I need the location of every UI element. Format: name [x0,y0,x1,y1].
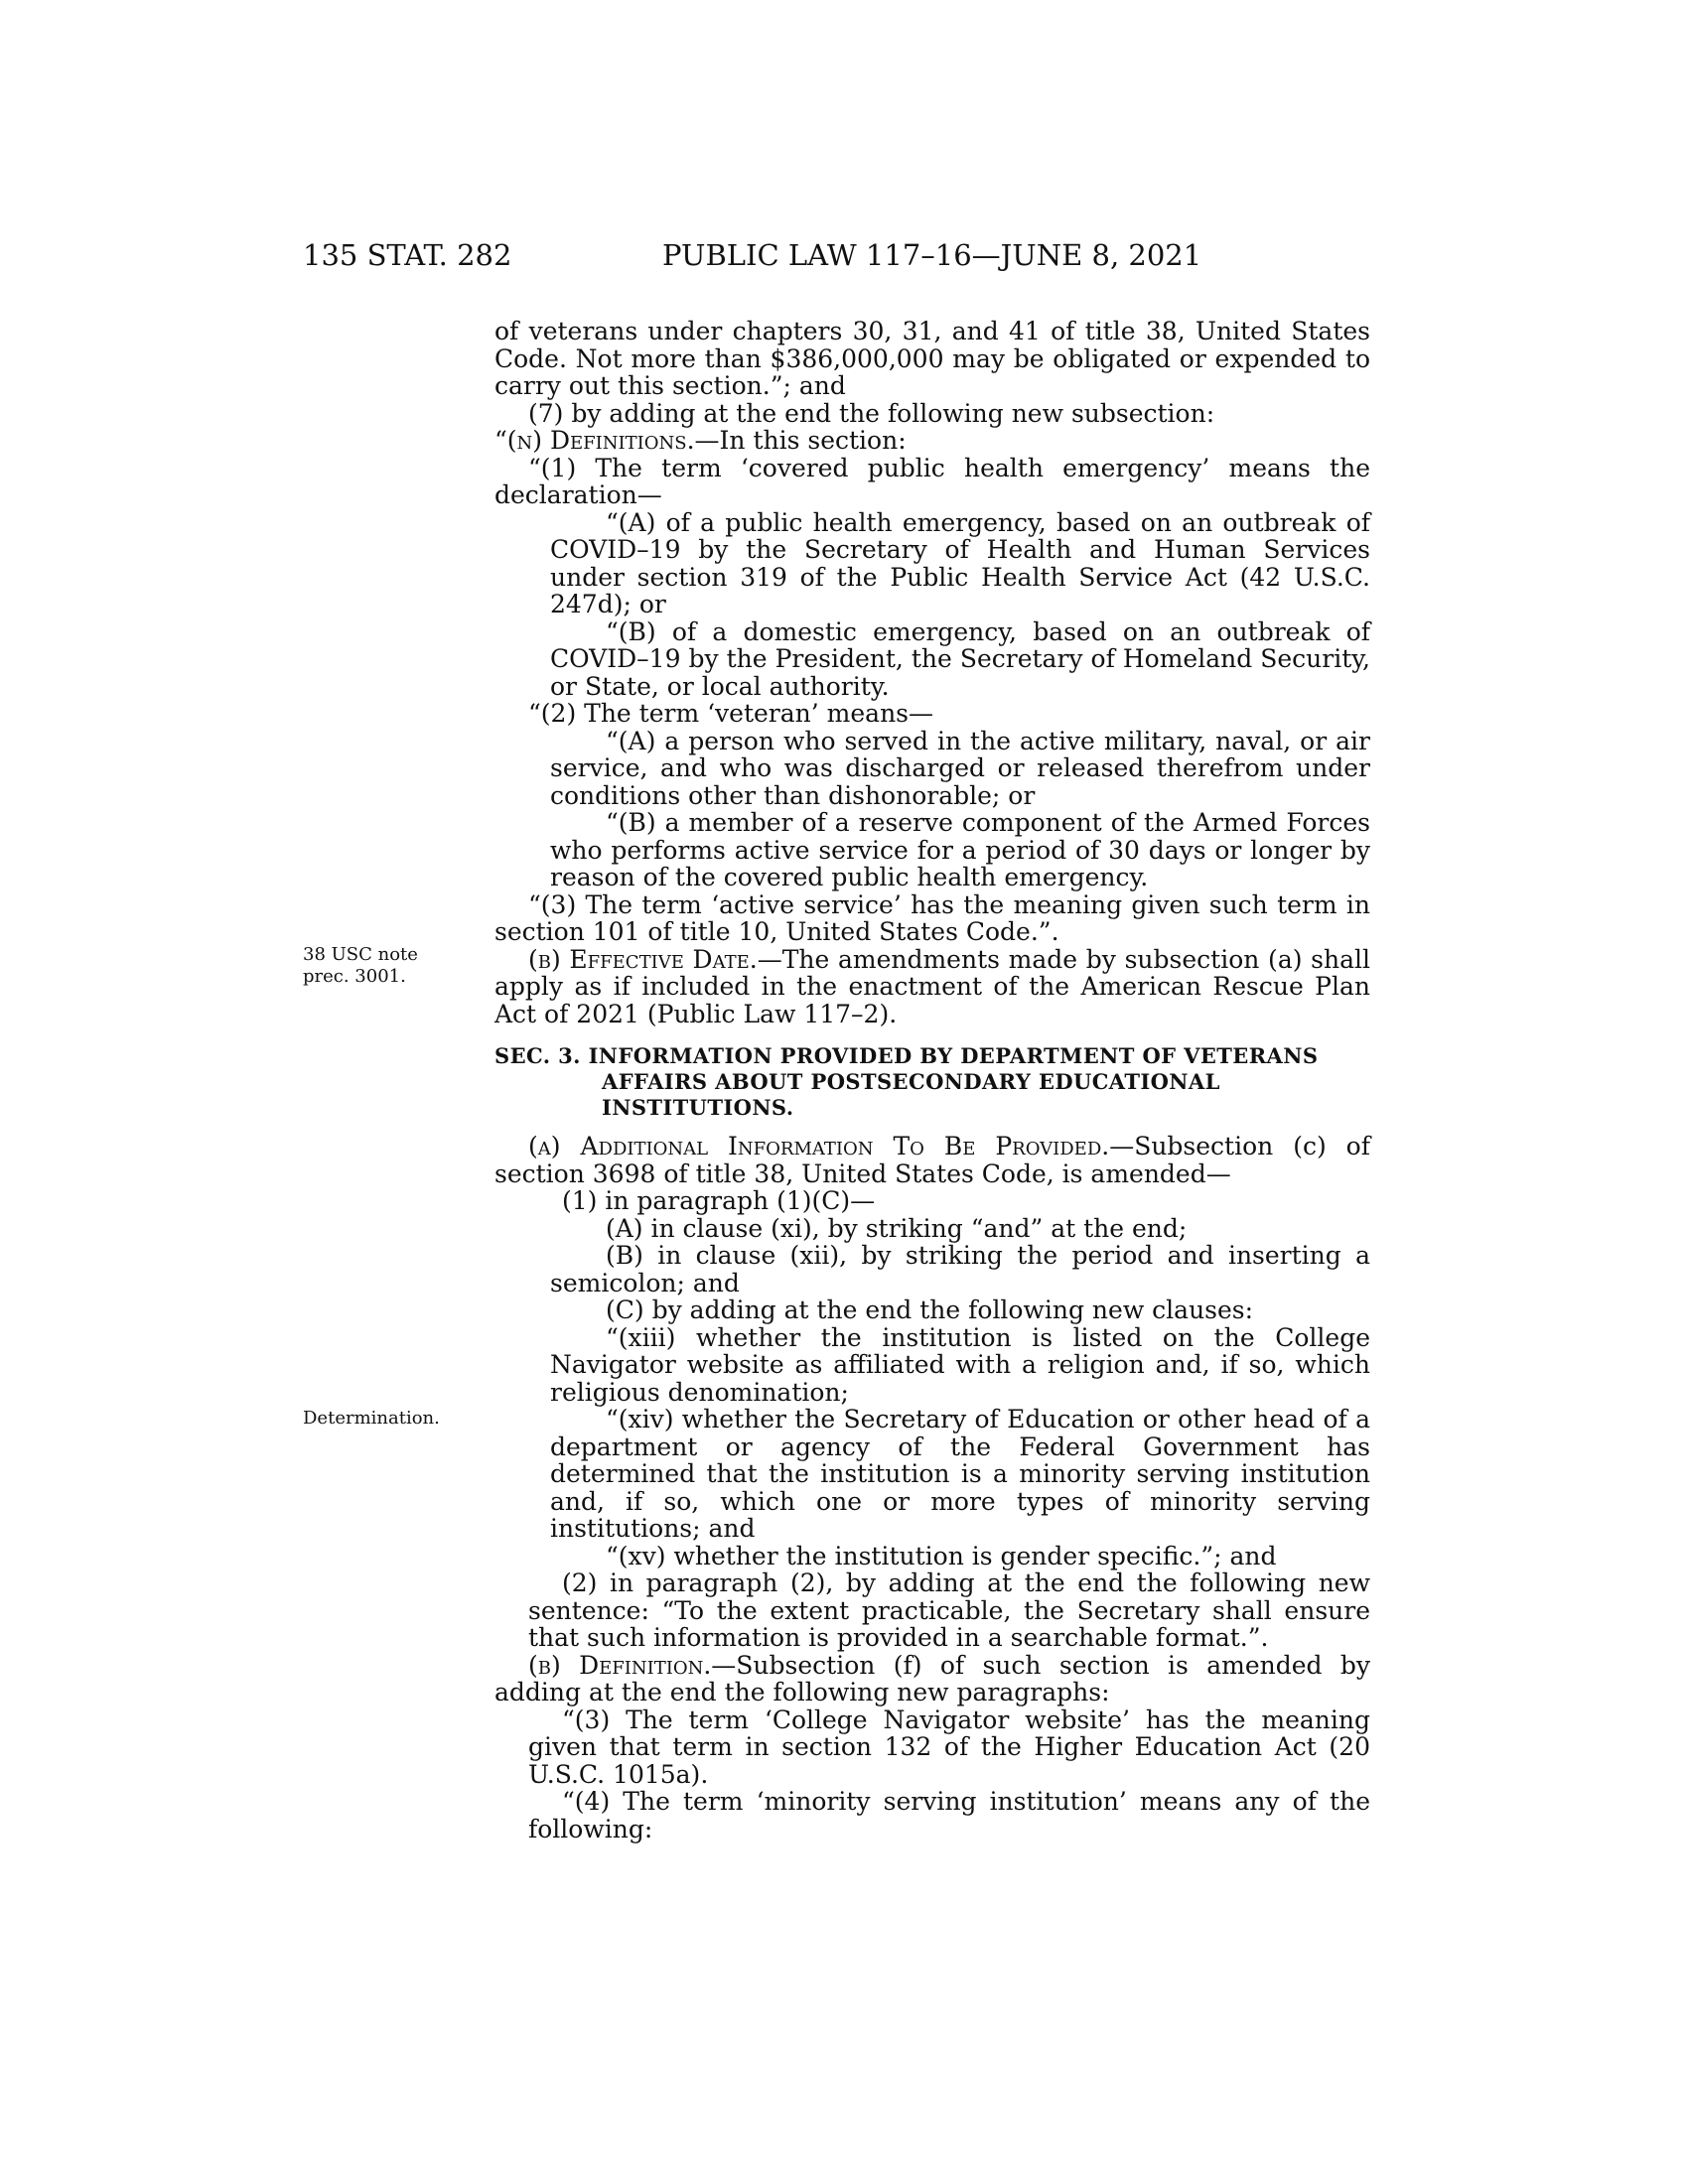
subsection-text: .—In this section: [686,426,907,455]
paragraph [494,1652,1370,1706]
paragraph: “(B) of a domestic emergency, based on an outbreak of COVID–19 by the President, the Secretary of Homeland Security, or State, or local authority. [550,616,1370,701]
statute-page-number: 135 STAT. 282 [303,238,512,272]
paragraph: of veterans under chapters 30, 31, and 41 of title 38, United States Code. Not more than $386,000,000 may be obligated or expended to carry out this section.”; and [494,317,1370,400]
margin-note-usc-line1: 38 USC note [303,944,418,965]
page-header [303,238,1370,282]
margin-note-usc [303,944,462,988]
subsection-label: (b) Effective Date [528,944,750,974]
paragraph [494,1133,1370,1187]
paragraph: (C) by adding at the end the following new clauses: [606,1296,1254,1324]
paragraph: (7) by adding at the end the following new subsection: [528,398,1215,428]
public-law-title: PUBLIC LAW 117–16—JUNE 8, 2021 [662,238,1202,272]
subsection-label: “(n) Definitions [494,426,687,455]
paragraph: “(xiii) whether the institution is listed on the College Navigator website as affiliated with a religion and, if so, which religious denomination; [550,1322,1370,1407]
paragraph: (1) in paragraph (1)(C)— [562,1186,876,1215]
paragraph: “(1) The term ‘covered public health emergency’ means the declaration— [494,453,1370,509]
paragraph: “(3) The term ‘active service’ has the meaning given such term in section 101 of title 10, United States Code.”. [494,889,1370,946]
paragraph: “(3) The term ‘College Navigator website’ has the meaning given that term in section 132 of the Higher Education Act (20 U.S.C. 1015a). [528,1705,1370,1789]
subsection-label: (a) Additional Information To Be Provided [528,1132,1102,1160]
paragraph: “(A) a person who served in the active military, naval, or air service, and who was discharged or released therefrom under conditions other than dishonorable; or [550,726,1370,810]
paragraph: “(2) The term ‘veteran’ means— [528,699,933,728]
paragraph: “(xiv) whether the Secretary of Education or other head of a department or agency of the Federal Government has determined that the institution is a minority serving institution and, if so, which one or more types of minority serving institutions; and [550,1405,1370,1543]
paragraph: (A) in clause (xi), by striking “and” at the end; [606,1213,1188,1243]
paragraph [494,946,1370,1028]
margin-note-usc-line2: prec. 3001. [303,966,406,987]
paragraph: (2) in paragraph (2), by adding at the end the following new sentence: “To the extent practicable, the Secretary shall ensure that such information is provided in a searchable format.”. [528,1569,1370,1652]
body-text [494,318,1370,1843]
paragraph: “(B) a member of a reserve component of the Armed Forces who performs active service for a period of 30 days or longer by reason of the covered public health emergency. [550,808,1370,891]
subsection-text: .—The amendments made by subsection (a) shall apply as if included in the enactment of the American Rescue Plan Act of 2021 (Public Law 117–2). [494,944,1371,1028]
paragraph [494,427,1370,455]
paragraph: “(xv) whether the institution is gender specific.”; and [606,1541,1277,1570]
margin-note-determination: Determination. [303,1408,440,1429]
subsection-text: .—Subsection (f) of such section is amended by adding at the end the following new paragraphs: [494,1650,1370,1706]
paragraph: “(A) of a public health emergency, based on an outbreak of COVID–19 by the Secretary of Health and Human Services under section 319 of the Public Health Service Act (42 U.S.C. 247d); or [550,507,1370,618]
paragraph: (B) in clause (xii), by striking the period and inserting a semicolon; and [550,1241,1370,1297]
section-heading: SEC. 3. INFORMATION PROVIDED BY DEPARTMENT OF VETERANS AFFAIRS ABOUT POSTSECONDARY EDUCATIONAL INSTITUTIONS. [494,1043,1319,1120]
subsection-text: .—Subsection (c) of section 3698 of title 38, United States Code, is amended— [494,1132,1370,1188]
paragraph: “(4) The term ‘minority serving institution’ means any of the following: [528,1787,1370,1843]
subsection-label: (b) Definition [528,1650,704,1680]
